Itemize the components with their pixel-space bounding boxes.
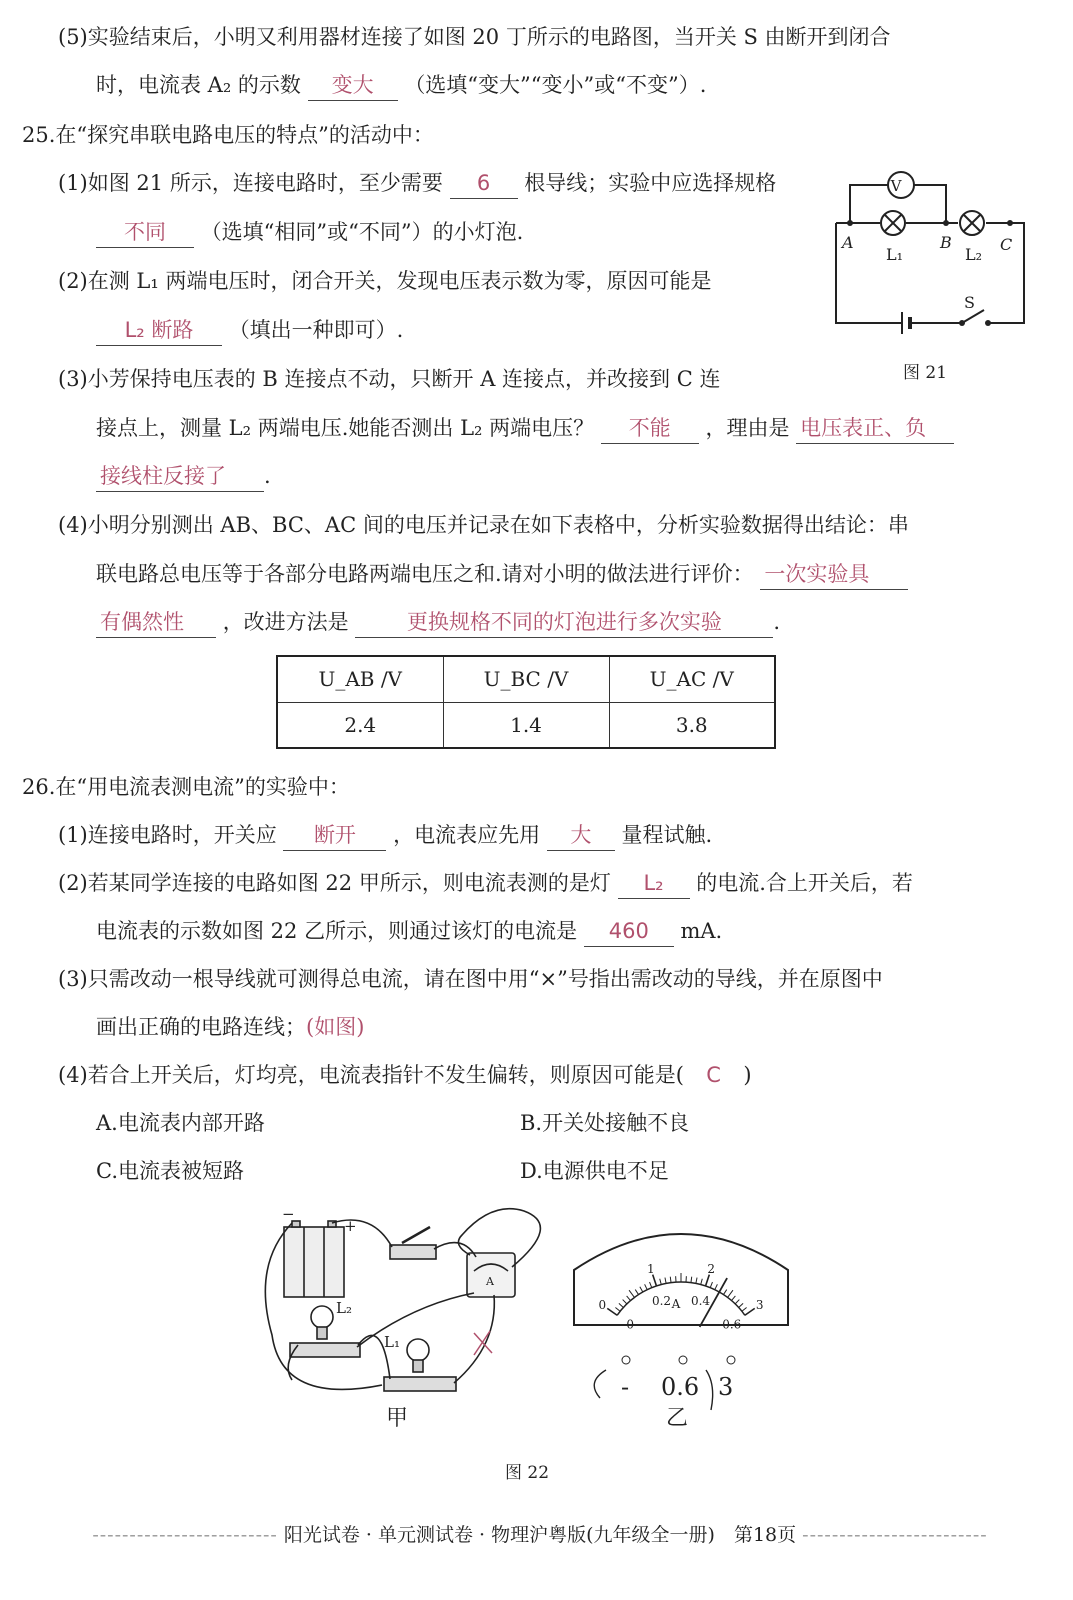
answer-choice: C: [706, 1063, 721, 1087]
meter-bottom-scale-label: 0.2: [651, 1294, 672, 1309]
terminal-06-label: 0.6: [661, 1373, 700, 1401]
q26-p3: (3)只需改动一根导线就可测得总电流，请在图中用“×”号指出需改动的导线，并在原图中: [58, 967, 883, 991]
q25-title: 25.在“探究串联电路电压的特点”的活动中：: [22, 123, 434, 147]
q26-p3b: 画出正确的电路连线；(如图): [96, 1015, 365, 1039]
table-header: U_BC /V: [443, 656, 609, 702]
q25-p4b: 联电路总电压等于各部分电路两端电压之和.请对小明的做法进行评价： 一次实验具: [96, 559, 908, 590]
lamp-l2-label: L₂: [336, 1299, 352, 1317]
table-row: [277, 656, 775, 702]
answer-blank: 有偶然性: [96, 607, 216, 638]
answer-blank: 不同: [96, 217, 194, 248]
option-d: D.电源供电不足: [520, 1159, 669, 1183]
point-c-label: C: [1000, 235, 1013, 254]
answer-blank: 电压表正、负: [796, 413, 954, 444]
lamp-l1-label: L₁: [384, 1333, 400, 1351]
table-header: U_AC /V: [609, 656, 775, 702]
q26-title: 26.在“用电流表测电流”的实验中：: [22, 775, 350, 799]
table-row: [277, 702, 775, 748]
q25-p3: (3)小芳保持电压表的 B 连接点不动，只断开 A 连接点，并改接到 C 连: [58, 367, 721, 391]
answer-blank: L₂ 断路: [96, 315, 222, 346]
meter-bottom-scale-label: 0: [626, 1317, 635, 1332]
meter-top-scale-label: 3: [755, 1297, 764, 1312]
answer-blank: 更换规格不同的灯泡进行多次实验: [355, 607, 773, 638]
q25-p3c: 接线柱反接了 .: [96, 461, 271, 492]
figure-yi-label: 乙: [666, 1406, 689, 1431]
q26-p4: (4)若合上开关后，灯均亮，电流表指针不发生偏转，则原因可能是( C ): [58, 1060, 752, 1090]
figure-22-caption: 图 22: [505, 1463, 550, 1483]
answer-blank: 变大: [308, 70, 398, 101]
table-cell: 1.4: [443, 702, 609, 748]
meter-unit-label: A: [671, 1297, 681, 1311]
answer-blank: 460: [584, 916, 674, 947]
q26-p2b: 电流表的示数如图 22 乙所示，则通过该灯的电流是 460 mA.: [96, 916, 722, 947]
page-footer: ------------------------- 阳光试卷 · 单元测试卷 · 物理沪粤版(九年级全一册) 第18页 -------------------------: [92, 1524, 988, 1546]
q25-p4c: 有偶然性 ，改进方法是 更换规格不同的灯泡进行多次实验 .: [96, 607, 780, 638]
figure-22-jia-circuit: [262, 1205, 562, 1435]
q25-p1b: 不同 （选填“相同”或“不同”）的小灯泡.: [96, 217, 523, 248]
answer-blank: 接线柱反接了: [96, 461, 264, 492]
meter-top-scale-label: 1: [646, 1261, 655, 1276]
meter-bottom-scale-label: 0.6: [722, 1317, 742, 1332]
answer-blank: L₂: [618, 868, 690, 899]
battery-plus-label: +: [344, 1217, 357, 1235]
answer-blank: 大: [547, 820, 615, 851]
answer-blank: 一次实验具: [760, 559, 908, 590]
q26-p2: (2)若某同学连接的电路如图 22 甲所示，则电流表测的是灯 L₂ 的电流.合上开关后，若: [58, 868, 913, 899]
figure-21-circuit: [828, 160, 1038, 380]
battery-minus-label: −: [282, 1205, 295, 1223]
meter-top-scale-label: 2: [707, 1261, 716, 1276]
footer-text: 阳光试卷 · 单元测试卷 · 物理沪粤版(九年级全一册) 第18页: [283, 1524, 797, 1546]
answer-blank: 断开: [283, 820, 386, 851]
meter-bottom-scale-label: 0.4: [690, 1294, 711, 1309]
lamp-l1-label: L₁: [886, 245, 904, 264]
voltage-table: [276, 655, 776, 749]
option-b: B.开关处接触不良: [520, 1111, 690, 1135]
q25-p2b: L₂ 断路 （填出一种即可）.: [96, 315, 403, 346]
point-b-label: B: [940, 233, 952, 252]
voltmeter-label: V: [890, 177, 902, 195]
q26-p1: (1)连接电路时，开关应 断开 ，电流表应先用 大 量程试触.: [58, 820, 712, 851]
terminal-3-label: 3: [718, 1373, 734, 1401]
ammeter-label: A: [486, 1275, 494, 1288]
lamp-l2-label: L₂: [965, 245, 983, 264]
meter-top-scale-label: 0: [598, 1297, 607, 1312]
switch-s-label: S: [964, 293, 975, 312]
q25-p4: (4)小明分别测出 AB、BC、AC 间的电压并记录在如下表格中，分析实验数据得出结论：串: [58, 513, 909, 537]
figure-jia-label: 甲: [386, 1406, 409, 1431]
answer-blank: 6: [450, 168, 518, 199]
q25-p1: (1)如图 21 所示，连接电路时，至少需要 6 根导线；实验中应选择规格: [58, 168, 776, 199]
q24-5-line1: (5)实验结束后，小明又利用器材连接了如图 20 丁所示的电路图，当开关 S 由断开到闭合: [58, 25, 891, 49]
table-header: U_AB /V: [277, 656, 443, 702]
figure-22-yi-ammeter: [566, 1210, 796, 1435]
figure-21-caption: 图 21: [903, 363, 948, 383]
q25-p3b: 接点上，测量 L₂ 两端电压.她能否测出 L₂ 两端电压？ 不能 ，理由是 电压表正、负: [96, 413, 954, 444]
q24-5-line2: 时，电流表 A₂ 的示数 变大 （选填“变大”“变小”或“不变”）.: [96, 70, 706, 101]
option-a: A.电流表内部开路: [96, 1111, 265, 1135]
q25-p2: (2)在测 L₁ 两端电压时，闭合开关，发现电压表示数为零，原因可能是: [58, 269, 712, 293]
option-c: C.电流表被短路: [96, 1159, 244, 1183]
table-cell: 2.4: [277, 702, 443, 748]
answer-text: (如图): [306, 1015, 365, 1039]
table-cell: 3.8: [609, 702, 775, 748]
point-a-label: A: [842, 233, 854, 252]
terminal-minus-label: -: [621, 1373, 630, 1401]
answer-blank: 不能: [601, 413, 699, 444]
